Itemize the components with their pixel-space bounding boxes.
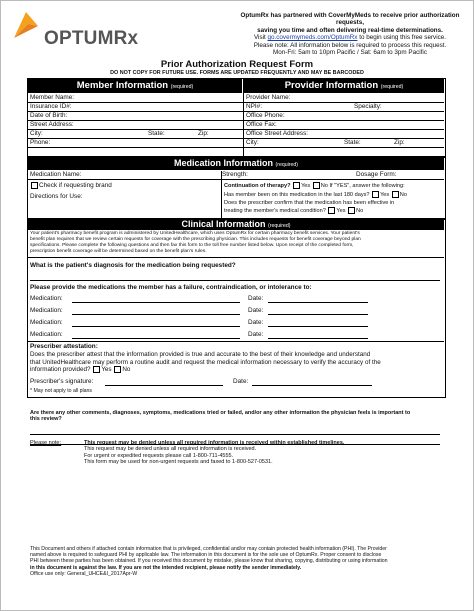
medication-name-row[interactable]: Medication Name: Strength: Dosage Form: — [28, 171, 444, 180]
intro-line-5: Mon-Fri: 5am to 10pm Pacific / Sat: 6am to 3pm Pacific — [273, 49, 427, 57]
insurance-id-field[interactable]: Insurance ID#: — [28, 103, 243, 112]
attestation-text: Does the prescriber attest that the information provided is true and accurate to the best of their knowledge and understand that UnitedHealthcare may perform a routine audit and request the medical information necessary to verify the accuracy of the information provided? Yes No — [30, 351, 381, 374]
intro-line-3: Visit go.covermymeds.com/OptumRx to begin using this free service. — [253, 34, 447, 42]
clinical-header: Clinical Information (required) — [28, 219, 444, 230]
signature-date-label: Date: — [233, 378, 249, 385]
failed-date-3-line[interactable] — [268, 326, 368, 327]
failed-med-label: Medication: — [30, 319, 63, 326]
continuation-no-checkbox[interactable] — [313, 182, 320, 189]
office-street-field[interactable]: Office Street Address: — [244, 130, 444, 139]
attest-yes-checkbox[interactable] — [93, 366, 100, 373]
last180-yes-checkbox[interactable] — [372, 191, 379, 198]
logo-text: OPTUMRx — [44, 28, 139, 49]
directions-label: Directions for Use: — [30, 193, 83, 200]
brand-checkbox[interactable] — [31, 182, 38, 189]
provider-city-row[interactable]: City: State: Zip: — [244, 139, 444, 148]
form-subtitle: DO NOT COPY FOR FUTURE USE. FORMS ARE UPDATED FREQUENTLY AND MAY BE BARCODED — [110, 70, 364, 76]
failed-med-label: Medication: — [30, 295, 63, 302]
last180-no-checkbox[interactable] — [392, 191, 399, 198]
attestation-title: Prescriber attestation: — [30, 343, 98, 350]
office-phone-field[interactable]: Office Phone: — [244, 112, 444, 121]
failure-question: Please provide the medications the member has a failure, contraindication, or intolerance to: — [30, 284, 312, 291]
confidentiality-footer: This Document and others if attached contain information that is privileged, confidential and/or may contain protected health information (PHI). The Provider named above is required to safeguard PHI by applicable law. The information in this document is for the sole use of OptumRx. Proper consent to disclose PHI between these parties has been obtained. If you received this document by mistake, please know that sharing, copying, distributing or using information in this document is against the law. If you are not the intended recipient, please notify the sender immediately. Office use only: General_UHCE&I_2017Apr-W — [30, 546, 388, 577]
intro-block — [232, 12, 468, 56]
npi-row[interactable]: NPI#: Specialty: — [244, 103, 444, 112]
divider — [28, 341, 444, 342]
effective-row-1: Does the prescriber confirm that the medication has been effective in — [224, 200, 395, 206]
street-address-field[interactable]: Street Address: — [28, 121, 243, 130]
failed-med-4-line[interactable] — [72, 338, 240, 339]
failed-date-label: Date: — [248, 331, 264, 338]
failed-med-1-line[interactable] — [72, 302, 240, 303]
divider — [28, 257, 444, 258]
provider-header: Provider Information (required) — [244, 79, 444, 93]
intro-line-4: Please note: All information below is required to process this request. — [253, 41, 447, 49]
member-name-field[interactable]: Member Name: — [28, 94, 243, 103]
dob-field[interactable]: Date of Birth: — [28, 112, 243, 121]
last180-row: Has member been on this medication in the last 180 days? Yes No — [224, 191, 407, 198]
form-title: Prior Authorization Request Form — [160, 59, 314, 70]
please-note-list: This request may be denied unless all required information is received within established timelines. This request may be denied unless all required information is received. For urgent or expedited requests please call 1-800-711-4555. This form may be used for non-urgent requests and faxed to 1-800-527-0531. — [84, 440, 345, 465]
office-fax-field[interactable]: Office Fax: — [244, 121, 444, 130]
attest-no-checkbox[interactable] — [114, 366, 121, 373]
medication-header: Medication Information (required) — [28, 157, 444, 170]
failed-date-2-line[interactable] — [268, 314, 368, 315]
please-note-label: Please note: — [30, 440, 62, 446]
intro-line-2: saving you time and often delivering real-time determinations. — [257, 26, 443, 34]
failed-med-2-line[interactable] — [72, 314, 240, 315]
member-phone-field[interactable]: Phone: — [28, 139, 243, 148]
failed-date-4-line[interactable] — [268, 338, 368, 339]
failed-date-label: Date: — [248, 319, 264, 326]
effective-no-checkbox[interactable] — [348, 207, 355, 214]
member-header: Member Information (required) — [28, 79, 242, 93]
continuation-yes-checkbox[interactable] — [293, 182, 300, 189]
failed-med-label: Medication: — [30, 307, 63, 314]
logo-mark-icon — [8, 8, 44, 44]
failed-med-3-line[interactable] — [72, 326, 240, 327]
diagnosis-question: What is the patient's diagnosis for the medication being requested? — [30, 262, 236, 269]
failed-date-label: Date: — [248, 295, 264, 302]
intro-line-1: OptumRx has partnered with CoverMyMeds to receive prior authorization requests, — [240, 12, 460, 27]
comments-question: Are there any other comments, diagnoses, symptoms, medications tried or failed, and/or any other information the physician feels is important to this review? — [30, 410, 411, 423]
failed-date-1-line[interactable] — [268, 302, 368, 303]
comments-line-1[interactable] — [30, 434, 440, 435]
may-not-apply-note: * May not apply to all plans — [30, 388, 92, 394]
failed-med-label: Medication: — [30, 331, 63, 338]
failed-date-label: Date: — [248, 307, 264, 314]
brand-checkbox-row[interactable]: Check if requesting brand — [30, 182, 112, 189]
covermymeds-link[interactable]: go.covermymeds.com/OptumRx — [267, 34, 358, 42]
effective-row-2: treating the member's medical condition? Yes No — [224, 207, 364, 214]
effective-yes-checkbox[interactable] — [328, 207, 335, 214]
medication-divider — [221, 171, 222, 218]
member-city-row[interactable]: City: State: Zip: — [28, 130, 243, 139]
signature-label: Prescriber's signature: — [30, 378, 94, 385]
signature-date-line[interactable] — [252, 385, 372, 386]
signature-line[interactable] — [105, 385, 223, 386]
clinical-intro: Your patient's pharmacy benefit program is administered by UnitedHealthcare, which uses OptumRx for certain pharmacy benefit services. Your patient's benefit plan requires that we review certain requests for coverage with the prescribing physician. This includes requests for benefit coverage beyond plan specifications. Please complete the following questions and then fax this form to the toll free number listed below. Upon receipt of the completed form, prescription benefit coverage will be determined based on the benefit plan's rules. — [30, 231, 361, 254]
continuation-row: Continuation of therapy? Yes No If "YES", answer the following: — [224, 182, 405, 189]
diagnosis-answer-line[interactable] — [30, 280, 440, 281]
optumrx-logo — [6, 6, 156, 49]
provider-name-field[interactable]: Provider Name: — [244, 94, 444, 103]
